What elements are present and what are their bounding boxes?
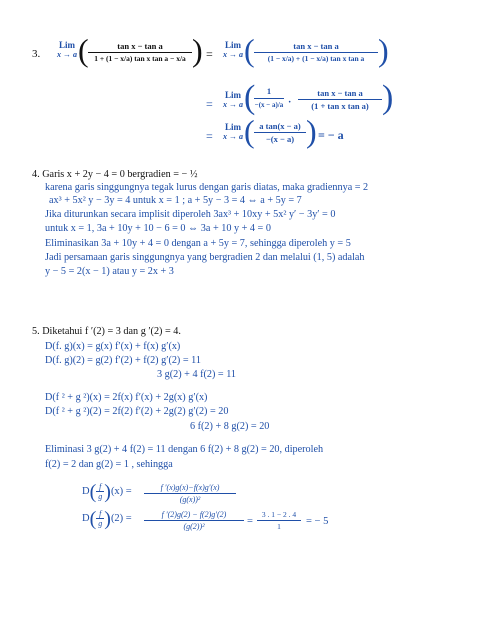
quotient-numerator-2: f ′(2)g(2) − f(2)g′(2) xyxy=(144,510,244,521)
d-operator: D xyxy=(82,486,90,497)
p4-line-implicit: Jika diturunkan secara implisit diperoleh 3ax³ + 10xy + 5x² y′ − 3y′ = 0 xyxy=(45,209,336,220)
lim-label: Lim xyxy=(224,90,241,100)
equals-2: = xyxy=(206,97,213,111)
lim-subscript: x → a xyxy=(57,50,77,59)
paren-right: ) xyxy=(378,32,389,68)
arg-x: (x) = xyxy=(110,486,132,497)
rhs2-fraction-b xyxy=(298,88,382,111)
calc-denominator: 1 xyxy=(277,522,281,531)
f-over-g: $\frac{f}{g}$ xyxy=(98,482,103,502)
rhs2-b-numerator: tan x − tan a xyxy=(298,88,382,100)
paren-right: ) xyxy=(382,79,394,116)
quotient-denominator-2: (g(2))² xyxy=(183,522,205,531)
rhs3-denominator: −(x − a) xyxy=(265,134,295,144)
lhs-fraction xyxy=(88,41,192,63)
p5-line-eliminate: Eliminasi 3 g(2) + 4 f(2) = 11 dengan 6 f(2) + 8 g(2) = 20, diperoleh xyxy=(45,444,324,455)
lhs-denominator: 1 + (1 − x/a) tan x tan a − x/a xyxy=(94,54,186,63)
p4-line-conclusion: Jadi persamaan garis singgungnya yang bergradien 2 dan melalui (1, 5) adalah xyxy=(45,252,365,263)
calc-fraction xyxy=(257,510,301,531)
lim-subscript: x → a xyxy=(223,50,243,59)
p5-line-values: f(2) = 2 dan g(2) = 1 , sehingga xyxy=(45,459,173,470)
p5-line-eq-2: 6 f(2) + 8 g(2) = 20 xyxy=(190,421,270,432)
p5-line-statement: 5. Diketahui f ′(2) = 3 dan g ′(2) = 4. xyxy=(32,326,181,337)
rhs2-a-denominator: −(x − a)/a xyxy=(254,101,284,109)
lhs-numerator: tan x − tan a xyxy=(88,41,192,53)
p4-line-gradient: karena garis singgungnya tegak lurus dengan garis diatas, maka gradiennya = 2 xyxy=(45,182,369,193)
rhs2-fraction-a xyxy=(254,86,284,109)
problem-3-number: 3. xyxy=(32,48,41,60)
p5-line-product-at-2: D(f. g)(2) = g(2) f′(2) + f(2) g′(2) = 11 xyxy=(45,355,201,366)
p5-line-eq-1: 3 g(2) + 4 f(2) = 11 xyxy=(157,369,237,380)
arg-2: (2) = xyxy=(110,513,132,524)
f-over-g: $\frac{f}{g}$ xyxy=(98,509,103,529)
equals-calc: = xyxy=(247,516,253,527)
quotient-fraction-at-2 xyxy=(144,510,244,531)
rhs2-b-denominator: (1 + tan x tan a) xyxy=(311,101,369,111)
quotient-rule-general: D( $\frac{f}{g}$ )(x) = xyxy=(82,481,132,503)
rhs1-denominator: (1 − x/a) + (1 − x/a) tan x tan a xyxy=(267,54,365,63)
lim-subscript: x → a xyxy=(223,132,243,141)
p4-line-statement: 4. Garis x + 2y − 4 = 0 bergradien = − ½ xyxy=(32,169,198,180)
p5-line-product-rule: D(f. g)(x) = g(x) f′(x) + f(x) g′(x) xyxy=(45,341,181,352)
paren-left: ( xyxy=(244,32,255,68)
dot-operator: · xyxy=(288,97,292,108)
p5-line-sum-squares: D(f ² + g ²)(x) = 2f(x) f′(x) + 2g(x) g′(x) xyxy=(45,392,208,403)
p4-line-x-equals-1: untuk x = 1, 3a + 10y + 10 − 6 = 0 ⇔ 3a + 10 y + 4 = 0 xyxy=(45,223,271,234)
equals-3: = xyxy=(206,129,213,143)
p4-line-eliminate: Eliminasikan 3a + 10y + 4 = 0 dengan a + 5y = 7, sehingga diperoleh y = 5 xyxy=(45,238,351,249)
lim-label: Lim xyxy=(224,40,241,50)
paren-right: ) xyxy=(306,113,317,149)
rhs2-a-numerator: 1 xyxy=(254,86,284,99)
rhs1-numerator: tan x − tan a xyxy=(254,41,378,53)
quotient-rule-at-2: D( $\frac{f}{g}$ )(2) = xyxy=(82,508,132,530)
quotient-fraction-general xyxy=(144,483,236,504)
p5-line-sum-squares-at-2: D(f ² + g ²)(2) = 2f(2) f′(2) + 2g(2) g′(2) = 20 xyxy=(45,406,229,417)
rhs3-result: = − a xyxy=(318,128,344,142)
lim-subscript: x → a xyxy=(223,100,243,109)
p4-line-answer: y − 5 = 2(x − 1) atau y = 2x + 3 xyxy=(45,266,174,277)
paren-left: ( xyxy=(78,32,89,68)
lim-label: Lim xyxy=(224,122,241,132)
equals-1: = xyxy=(206,47,213,61)
paren-left: ( xyxy=(244,113,255,149)
paren-right: ) xyxy=(192,32,203,68)
calc-numerator: 3 . 1 − 2 . 4 xyxy=(257,510,301,521)
rhs3-numerator: a tan(x − a) xyxy=(254,121,306,133)
paren-left: ( xyxy=(244,79,256,116)
quotient-denominator: (g(x))² xyxy=(179,495,201,504)
d-operator: D xyxy=(82,513,90,524)
quotient-numerator: f ′(x)g(x)−f(x)g′(x) xyxy=(144,483,236,494)
p4-line-substitution: ax³ + 5x² y − 3y = 4 untuk x = 1 ; a + 5y − 3 = 4 ⇔ a + 5y = 7 xyxy=(49,195,302,206)
final-result: = − 5 xyxy=(306,516,329,527)
rhs1-fraction xyxy=(254,41,378,63)
lim-label: Lim xyxy=(58,40,75,50)
rhs3-fraction xyxy=(254,121,306,144)
